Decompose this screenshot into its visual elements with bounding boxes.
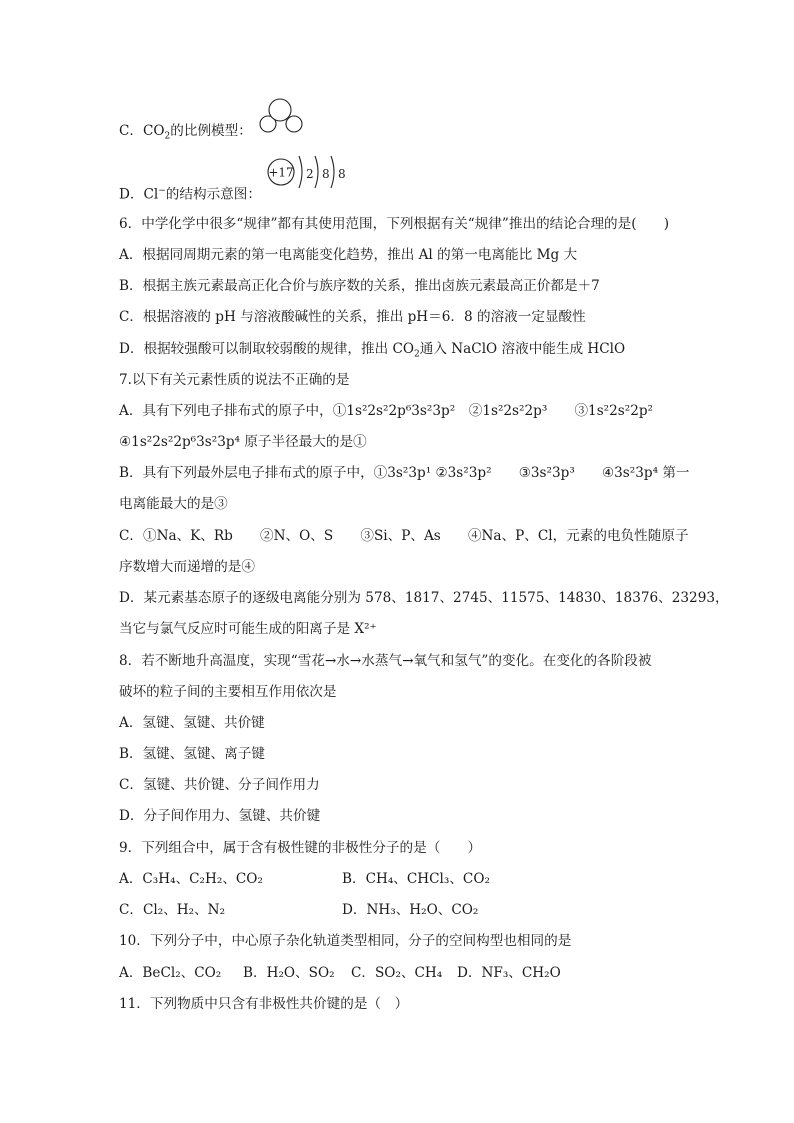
q5-c-tail: 的比例模型：: [170, 123, 252, 139]
q11-stem: 11．下列物质中只含有非极性共价键的是（ ）: [119, 996, 409, 1012]
q6-d-sub: 2: [414, 349, 420, 360]
q9-option-a: A．C₃H₄、C₂H₂、CO₂: [119, 871, 263, 887]
q10-stem: 10．下列分子中，中心原子杂化轨道类型相同，分子的空间构型也相同的是: [119, 933, 572, 949]
q8-option-d: D．分子间作用力、氢键、共价键: [119, 808, 321, 824]
q9-stem: 9．下列组合中，属于含有极性键的非极性分子的是（ ）: [119, 840, 482, 856]
q5-c-sub: 2: [164, 131, 171, 142]
q7-option-a-line2: ④1s²2s²2p⁶3s²3p⁴ 原子半径最大的是①: [119, 434, 367, 450]
q9-option-b: B．CH₄、CHCl₃、CO₂: [342, 871, 490, 887]
q10-option-b: B．H₂O、SO₂: [243, 965, 335, 981]
q5-d-tail: 的结构示意图：: [165, 186, 261, 203]
q7-option-d-line2: 当它与氯气反应时可能生成的阳离子是 X²⁺: [119, 621, 377, 637]
q5-d-sup: −: [158, 186, 166, 196]
q5-option-d: [119, 182, 261, 204]
q10-option-d: D．NF₃、CH₂O: [457, 965, 561, 981]
q8-option-b: B．氢键、氢键、离子键: [119, 746, 265, 762]
q6-option-c: C．根据溶液的 pH 与溶液酸碱性的关系，推出 pH＝6．8 的溶液一定显酸性: [119, 309, 586, 325]
q9-option-d: D．NH₃、H₂O、CO₂: [342, 902, 479, 918]
q5-c-label: C．CO: [119, 123, 165, 139]
q5-option-c: [119, 122, 252, 146]
q6-option-d: [119, 340, 625, 364]
q6-option-a: A．根据同周期元素的第一电离能变化趋势，推出 Al 的第一电离能比 Mg 大: [119, 247, 578, 263]
q7-option-d-line1: D．某元素基态原子的逐级电离能分别为 578、1817、2745、11575、14830、18376、23293，: [119, 590, 729, 606]
cl-shell-3: 8: [338, 167, 346, 181]
cl-shell-2: 8: [322, 167, 330, 181]
q10-option-c: C．SO₂、CH₄: [351, 965, 443, 981]
q7-option-b-line2: 电离能最大的是③: [119, 496, 228, 512]
q8-stem-line2: 破坏的粒子间的主要相互作用依次是: [119, 684, 337, 700]
q7-stem: 7.以下有关元素性质的说法不正确的是: [119, 372, 350, 388]
q7-option-a-line1: A．具有下列电子排布式的原子中，①1s²2s²2p⁶3s²3p² ②1s²2s²2p³ ③1s²2s²2p²: [119, 403, 654, 419]
q6-d-pre: D．根据较强酸可以制取较弱酸的规律，推出 CO: [119, 341, 415, 357]
q6-stem: 6．中学化学中很多“规律”都有其使用范围，下列根据有关“规律”推出的结论合理的是( ): [119, 216, 670, 232]
q8-option-a: A．氢键、氢键、共价键: [119, 715, 265, 731]
q6-option-b: B．根据主族元素最高正化合价与族序数的关系，推出卤族元素最高正价都是＋7: [119, 278, 600, 294]
q8-option-c: C．氢键、共价键、分子间作用力: [119, 777, 320, 793]
q5-d-label: D．Cl: [119, 186, 159, 203]
q10-option-a: A．BeCl₂、CO₂: [119, 965, 222, 981]
q6-d-post: 通入 NaClO 溶液中能生成 HClO: [419, 341, 626, 357]
cl-shell-1: 2: [306, 167, 314, 181]
cl-nucleus-label: +17: [268, 165, 294, 180]
co2-space-filling-model-icon: [256, 98, 306, 138]
q9-option-c: C．Cl₂、H₂、N₂: [119, 902, 226, 918]
chloride-ion-structure-diagram-icon: [265, 152, 355, 190]
q7-option-c-line2: 序数增大而递增的是④: [119, 559, 255, 575]
q8-stem-line1: 8．若不断地升高温度，实现“雪花→水→水蒸气→氧气和氢气”的变化。在变化的各阶段被: [119, 653, 652, 669]
q7-option-c-line1: C．①Na、K、Rb ②N、O、S ③Si、P、As ④Na、P、Cl，元素的电负性随原子: [119, 528, 689, 544]
q7-option-b-line1: B．具有下列最外层电子排布式的原子中，①3s²3p¹ ②3s²3p² ③3s²3p³ ④3s²3p⁴ 第一: [119, 465, 690, 481]
